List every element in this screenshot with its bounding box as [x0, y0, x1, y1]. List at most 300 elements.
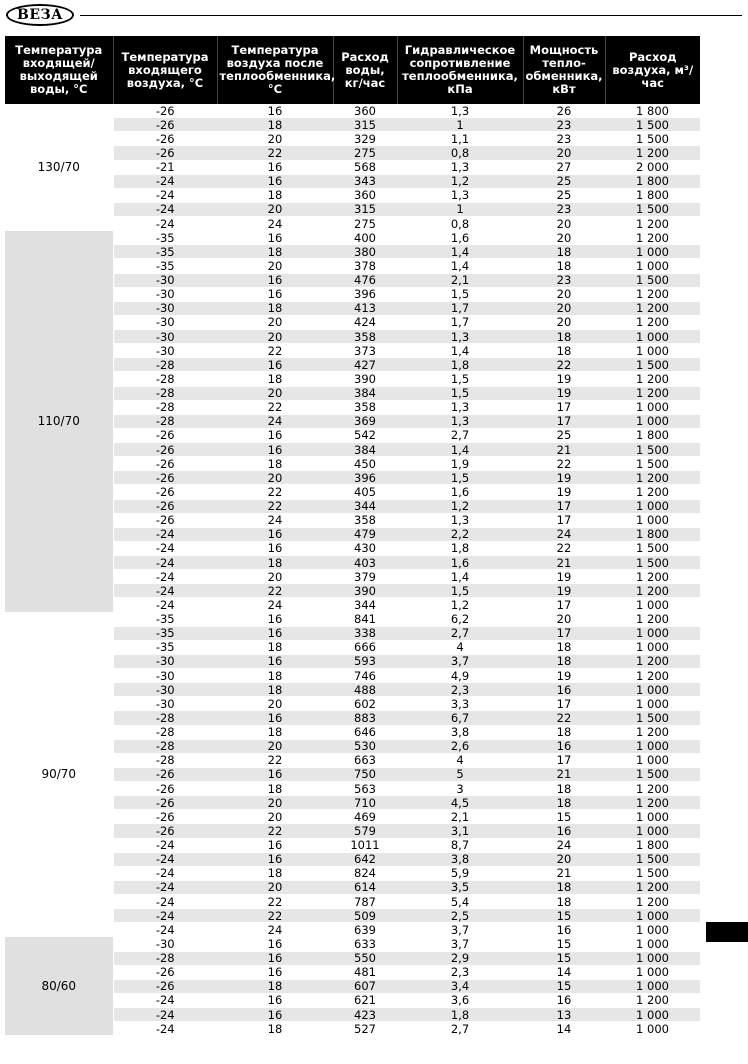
- cell-outlet-air-temp: 22: [217, 909, 333, 923]
- cell-hydraulic-resistance: 0,8: [397, 217, 523, 231]
- cell-inlet-air-temp: -26: [113, 796, 217, 810]
- cell-outlet-air-temp: 20: [217, 132, 333, 146]
- cell-heat-power: 21: [523, 443, 605, 457]
- cell-heat-power: 17: [523, 414, 605, 428]
- cell-water-flow: 488: [333, 683, 397, 697]
- cell-air-flow: 1 200: [605, 880, 700, 894]
- cell-heat-power: 22: [523, 457, 605, 471]
- cell-heat-power: 16: [523, 923, 605, 937]
- cell-heat-power: 17: [523, 697, 605, 711]
- cell-water-flow: 384: [333, 443, 397, 457]
- cell-water-flow: 841: [333, 612, 397, 626]
- cell-heat-power: 15: [523, 937, 605, 951]
- cell-heat-power: 22: [523, 541, 605, 555]
- cell-air-flow: 1 000: [605, 330, 700, 344]
- cell-water-flow: 400: [333, 231, 397, 245]
- col-header-water-temp: Температура входящей/ выходящей воды, °C: [5, 36, 113, 104]
- cell-hydraulic-resistance: 3,4: [397, 979, 523, 993]
- cell-water-flow: 378: [333, 259, 397, 273]
- cell-water-flow: 646: [333, 725, 397, 739]
- cell-heat-power: 21: [523, 866, 605, 880]
- cell-outlet-air-temp: 22: [217, 485, 333, 499]
- cell-inlet-air-temp: -24: [113, 923, 217, 937]
- cell-heat-power: 26: [523, 104, 605, 118]
- group-label-water-temp: 80/60: [5, 937, 113, 1036]
- cell-inlet-air-temp: -24: [113, 838, 217, 852]
- cell-heat-power: 21: [523, 556, 605, 570]
- cell-air-flow: 1 000: [605, 937, 700, 951]
- cell-hydraulic-resistance: 2,1: [397, 273, 523, 287]
- page-side-tab: [706, 922, 748, 942]
- cell-inlet-air-temp: -24: [113, 1008, 217, 1022]
- cell-inlet-air-temp: -28: [113, 753, 217, 767]
- cell-inlet-air-temp: -24: [113, 909, 217, 923]
- cell-heat-power: 25: [523, 174, 605, 188]
- cell-air-flow: 1 000: [605, 259, 700, 273]
- cell-outlet-air-temp: 22: [217, 824, 333, 838]
- cell-inlet-air-temp: -26: [113, 810, 217, 824]
- cell-hydraulic-resistance: 2,1: [397, 810, 523, 824]
- cell-hydraulic-resistance: 2,5: [397, 909, 523, 923]
- cell-outlet-air-temp: 16: [217, 654, 333, 668]
- cell-water-flow: 746: [333, 669, 397, 683]
- cell-outlet-air-temp: 16: [217, 428, 333, 442]
- cell-inlet-air-temp: -30: [113, 330, 217, 344]
- cell-outlet-air-temp: 18: [217, 372, 333, 386]
- cell-outlet-air-temp: 16: [217, 287, 333, 301]
- table-row: [5, 104, 700, 118]
- cell-inlet-air-temp: -26: [113, 118, 217, 132]
- cell-air-flow: 1 000: [605, 979, 700, 993]
- cell-water-flow: 338: [333, 626, 397, 640]
- cell-air-flow: 1 500: [605, 711, 700, 725]
- cell-water-flow: 469: [333, 810, 397, 824]
- cell-outlet-air-temp: 16: [217, 231, 333, 245]
- cell-water-flow: 329: [333, 132, 397, 146]
- group-label-water-temp: 110/70: [5, 231, 113, 612]
- cell-hydraulic-resistance: 4,9: [397, 669, 523, 683]
- cell-hydraulic-resistance: 1,6: [397, 556, 523, 570]
- cell-inlet-air-temp: -28: [113, 739, 217, 753]
- cell-inlet-air-temp: -26: [113, 782, 217, 796]
- cell-air-flow: 1 200: [605, 570, 700, 584]
- cell-outlet-air-temp: 18: [217, 979, 333, 993]
- cell-heat-power: 20: [523, 217, 605, 231]
- cell-water-flow: 824: [333, 866, 397, 880]
- cell-hydraulic-resistance: 1,7: [397, 301, 523, 315]
- cell-air-flow: 1 200: [605, 782, 700, 796]
- cell-air-flow: 1 500: [605, 556, 700, 570]
- cell-hydraulic-resistance: 1,5: [397, 386, 523, 400]
- cell-hydraulic-resistance: 1,8: [397, 1008, 523, 1022]
- cell-hydraulic-resistance: 8,7: [397, 838, 523, 852]
- cell-outlet-air-temp: 18: [217, 188, 333, 202]
- cell-water-flow: 315: [333, 118, 397, 132]
- cell-air-flow: 1 800: [605, 838, 700, 852]
- cell-outlet-air-temp: 22: [217, 344, 333, 358]
- cell-air-flow: 1 800: [605, 188, 700, 202]
- cell-hydraulic-resistance: 3,7: [397, 654, 523, 668]
- cell-inlet-air-temp: -24: [113, 217, 217, 231]
- cell-air-flow: 1 200: [605, 725, 700, 739]
- cell-inlet-air-temp: -24: [113, 895, 217, 909]
- table-header-row: [5, 36, 700, 104]
- cell-heat-power: 23: [523, 202, 605, 216]
- cell-outlet-air-temp: 24: [217, 414, 333, 428]
- cell-water-flow: 639: [333, 923, 397, 937]
- cell-outlet-air-temp: 20: [217, 386, 333, 400]
- cell-outlet-air-temp: 20: [217, 570, 333, 584]
- cell-air-flow: 1 000: [605, 739, 700, 753]
- cell-water-flow: 509: [333, 909, 397, 923]
- cell-water-flow: 373: [333, 344, 397, 358]
- cell-inlet-air-temp: -30: [113, 287, 217, 301]
- cell-water-flow: 621: [333, 993, 397, 1007]
- cell-hydraulic-resistance: 1,7: [397, 315, 523, 329]
- cell-outlet-air-temp: 16: [217, 443, 333, 457]
- cell-heat-power: 23: [523, 118, 605, 132]
- cell-water-flow: 542: [333, 428, 397, 442]
- cell-heat-power: 24: [523, 838, 605, 852]
- cell-hydraulic-resistance: 0,8: [397, 146, 523, 160]
- cell-water-flow: 396: [333, 471, 397, 485]
- cell-water-flow: 358: [333, 400, 397, 414]
- cell-inlet-air-temp: -26: [113, 457, 217, 471]
- cell-hydraulic-resistance: 5,9: [397, 866, 523, 880]
- cell-air-flow: 1 000: [605, 598, 700, 612]
- cell-water-flow: 403: [333, 556, 397, 570]
- cell-water-flow: 568: [333, 160, 397, 174]
- cell-air-flow: 1 000: [605, 909, 700, 923]
- cell-inlet-air-temp: -30: [113, 301, 217, 315]
- cell-inlet-air-temp: -26: [113, 965, 217, 979]
- cell-water-flow: 430: [333, 541, 397, 555]
- cell-inlet-air-temp: -28: [113, 711, 217, 725]
- cell-hydraulic-resistance: 1,5: [397, 471, 523, 485]
- cell-water-flow: 315: [333, 202, 397, 216]
- cell-heat-power: 19: [523, 669, 605, 683]
- table-body: [5, 104, 700, 1036]
- cell-outlet-air-temp: 20: [217, 796, 333, 810]
- cell-air-flow: 1 000: [605, 499, 700, 513]
- cell-heat-power: 19: [523, 584, 605, 598]
- cell-heat-power: 18: [523, 330, 605, 344]
- cell-air-flow: 1 000: [605, 245, 700, 259]
- col-header-outlet-air-temp: Температура воздуха после теплообменника, °C: [217, 36, 333, 104]
- cell-hydraulic-resistance: 3,5: [397, 880, 523, 894]
- cell-water-flow: 642: [333, 852, 397, 866]
- cell-air-flow: 1 200: [605, 231, 700, 245]
- cell-hydraulic-resistance: 4: [397, 753, 523, 767]
- cell-air-flow: 1 800: [605, 104, 700, 118]
- cell-outlet-air-temp: 16: [217, 852, 333, 866]
- cell-outlet-air-temp: 16: [217, 838, 333, 852]
- cell-inlet-air-temp: -30: [113, 654, 217, 668]
- cell-outlet-air-temp: 18: [217, 683, 333, 697]
- cell-air-flow: 1 000: [605, 344, 700, 358]
- cell-water-flow: 360: [333, 188, 397, 202]
- cell-air-flow: 1 500: [605, 767, 700, 781]
- cell-heat-power: 16: [523, 824, 605, 838]
- table-row: [5, 231, 700, 245]
- cell-inlet-air-temp: -35: [113, 640, 217, 654]
- cell-hydraulic-resistance: 1,9: [397, 457, 523, 471]
- cell-air-flow: 1 200: [605, 584, 700, 598]
- cell-water-flow: 710: [333, 796, 397, 810]
- cell-air-flow: 1 000: [605, 1022, 700, 1036]
- cell-outlet-air-temp: 16: [217, 527, 333, 541]
- cell-air-flow: 1 800: [605, 428, 700, 442]
- cell-outlet-air-temp: 22: [217, 400, 333, 414]
- cell-heat-power: 17: [523, 513, 605, 527]
- cell-water-flow: 390: [333, 372, 397, 386]
- cell-air-flow: 1 200: [605, 654, 700, 668]
- cell-inlet-air-temp: -24: [113, 202, 217, 216]
- cell-inlet-air-temp: -35: [113, 231, 217, 245]
- cell-heat-power: 13: [523, 1008, 605, 1022]
- cell-hydraulic-resistance: 2,2: [397, 527, 523, 541]
- cell-outlet-air-temp: 24: [217, 217, 333, 231]
- cell-air-flow: 1 200: [605, 471, 700, 485]
- cell-inlet-air-temp: -24: [113, 852, 217, 866]
- cell-water-flow: 607: [333, 979, 397, 993]
- cell-inlet-air-temp: -24: [113, 570, 217, 584]
- cell-outlet-air-temp: 20: [217, 471, 333, 485]
- header-rule: [80, 15, 742, 16]
- cell-inlet-air-temp: -28: [113, 951, 217, 965]
- cell-heat-power: 19: [523, 372, 605, 386]
- cell-inlet-air-temp: -35: [113, 245, 217, 259]
- col-header-water-flow: Расход воды, кг/час: [333, 36, 397, 104]
- col-header-inlet-air-temp: Температура входящего воздуха, °C: [113, 36, 217, 104]
- cell-water-flow: 663: [333, 753, 397, 767]
- cell-outlet-air-temp: 20: [217, 315, 333, 329]
- cell-outlet-air-temp: 18: [217, 725, 333, 739]
- cell-outlet-air-temp: 16: [217, 951, 333, 965]
- cell-air-flow: 1 200: [605, 669, 700, 683]
- cell-outlet-air-temp: 18: [217, 556, 333, 570]
- cell-inlet-air-temp: -28: [113, 725, 217, 739]
- cell-inlet-air-temp: -35: [113, 612, 217, 626]
- cell-hydraulic-resistance: 2,3: [397, 683, 523, 697]
- cell-water-flow: 579: [333, 824, 397, 838]
- cell-air-flow: 1 200: [605, 895, 700, 909]
- cell-heat-power: 19: [523, 386, 605, 400]
- cell-outlet-air-temp: 16: [217, 965, 333, 979]
- cell-heat-power: 19: [523, 570, 605, 584]
- cell-water-flow: 530: [333, 739, 397, 753]
- col-header-hydraulic-resistance: Гидравлическое сопротивление теплообменника, кПа: [397, 36, 523, 104]
- cell-heat-power: 16: [523, 739, 605, 753]
- cell-outlet-air-temp: 18: [217, 457, 333, 471]
- cell-water-flow: 883: [333, 711, 397, 725]
- cell-hydraulic-resistance: 2,3: [397, 965, 523, 979]
- cell-inlet-air-temp: -26: [113, 513, 217, 527]
- cell-hydraulic-resistance: 1,3: [397, 160, 523, 174]
- cell-outlet-air-temp: 16: [217, 358, 333, 372]
- cell-heat-power: 20: [523, 301, 605, 315]
- cell-air-flow: 1 000: [605, 824, 700, 838]
- cell-inlet-air-temp: -35: [113, 259, 217, 273]
- cell-hydraulic-resistance: 2,6: [397, 739, 523, 753]
- cell-heat-power: 15: [523, 909, 605, 923]
- cell-outlet-air-temp: 18: [217, 118, 333, 132]
- cell-outlet-air-temp: 18: [217, 301, 333, 315]
- cell-heat-power: 25: [523, 428, 605, 442]
- cell-water-flow: 275: [333, 217, 397, 231]
- cell-air-flow: 1 200: [605, 796, 700, 810]
- cell-inlet-air-temp: -24: [113, 993, 217, 1007]
- cell-air-flow: 1 500: [605, 273, 700, 287]
- cell-water-flow: 380: [333, 245, 397, 259]
- cell-air-flow: 1 000: [605, 810, 700, 824]
- cell-heat-power: 17: [523, 598, 605, 612]
- cell-water-flow: 602: [333, 697, 397, 711]
- cell-heat-power: 23: [523, 132, 605, 146]
- cell-heat-power: 18: [523, 796, 605, 810]
- cell-outlet-air-temp: 20: [217, 259, 333, 273]
- cell-inlet-air-temp: -26: [113, 471, 217, 485]
- cell-air-flow: 1 500: [605, 358, 700, 372]
- cell-hydraulic-resistance: 1,3: [397, 330, 523, 344]
- cell-outlet-air-temp: 22: [217, 499, 333, 513]
- cell-heat-power: 19: [523, 485, 605, 499]
- cell-outlet-air-temp: 24: [217, 598, 333, 612]
- cell-inlet-air-temp: -30: [113, 669, 217, 683]
- cell-outlet-air-temp: 18: [217, 782, 333, 796]
- cell-hydraulic-resistance: 2,9: [397, 951, 523, 965]
- group-label-water-temp: 90/70: [5, 612, 113, 937]
- cell-inlet-air-temp: -26: [113, 104, 217, 118]
- cell-air-flow: 1 800: [605, 527, 700, 541]
- cell-hydraulic-resistance: 1,3: [397, 400, 523, 414]
- page-header: [0, 0, 748, 34]
- cell-air-flow: 1 200: [605, 301, 700, 315]
- cell-hydraulic-resistance: 3,7: [397, 923, 523, 937]
- cell-heat-power: 20: [523, 852, 605, 866]
- cell-air-flow: 1 000: [605, 626, 700, 640]
- cell-hydraulic-resistance: 3: [397, 782, 523, 796]
- cell-heat-power: 20: [523, 231, 605, 245]
- cell-inlet-air-temp: -26: [113, 824, 217, 838]
- cell-hydraulic-resistance: 3,8: [397, 725, 523, 739]
- cell-inlet-air-temp: -30: [113, 683, 217, 697]
- cell-inlet-air-temp: -35: [113, 626, 217, 640]
- cell-hydraulic-resistance: 1: [397, 202, 523, 216]
- cell-inlet-air-temp: -24: [113, 880, 217, 894]
- cell-hydraulic-resistance: 1,8: [397, 541, 523, 555]
- cell-outlet-air-temp: 20: [217, 739, 333, 753]
- cell-water-flow: 424: [333, 315, 397, 329]
- cell-hydraulic-resistance: 1,6: [397, 485, 523, 499]
- cell-air-flow: 1 500: [605, 443, 700, 457]
- cell-air-flow: 1 200: [605, 217, 700, 231]
- cell-hydraulic-resistance: 6,2: [397, 612, 523, 626]
- cell-outlet-air-temp: 18: [217, 866, 333, 880]
- cell-hydraulic-resistance: 1,3: [397, 513, 523, 527]
- cell-water-flow: 423: [333, 1008, 397, 1022]
- cell-heat-power: 15: [523, 810, 605, 824]
- cell-hydraulic-resistance: 3,6: [397, 993, 523, 1007]
- cell-air-flow: 1 800: [605, 174, 700, 188]
- cell-hydraulic-resistance: 1,4: [397, 570, 523, 584]
- cell-air-flow: 1 500: [605, 132, 700, 146]
- cell-hydraulic-resistance: 1,6: [397, 231, 523, 245]
- cell-hydraulic-resistance: 3,8: [397, 852, 523, 866]
- cell-hydraulic-resistance: 6,7: [397, 711, 523, 725]
- cell-heat-power: 15: [523, 979, 605, 993]
- cell-inlet-air-temp: -24: [113, 1022, 217, 1036]
- cell-air-flow: 2 000: [605, 160, 700, 174]
- cell-outlet-air-temp: 18: [217, 245, 333, 259]
- cell-air-flow: 1 200: [605, 372, 700, 386]
- cell-outlet-air-temp: 18: [217, 640, 333, 654]
- cell-heat-power: 18: [523, 640, 605, 654]
- cell-inlet-air-temp: -28: [113, 358, 217, 372]
- cell-hydraulic-resistance: 3,1: [397, 824, 523, 838]
- cell-heat-power: 22: [523, 711, 605, 725]
- cell-heat-power: 18: [523, 344, 605, 358]
- cell-air-flow: 1 000: [605, 923, 700, 937]
- table-row: [5, 612, 700, 626]
- cell-hydraulic-resistance: 3,3: [397, 697, 523, 711]
- cell-inlet-air-temp: -26: [113, 132, 217, 146]
- cell-outlet-air-temp: 20: [217, 202, 333, 216]
- cell-heat-power: 18: [523, 880, 605, 894]
- cell-inlet-air-temp: -28: [113, 372, 217, 386]
- cell-outlet-air-temp: 20: [217, 880, 333, 894]
- cell-hydraulic-resistance: 1,4: [397, 259, 523, 273]
- cell-water-flow: 1011: [333, 838, 397, 852]
- cell-outlet-air-temp: 16: [217, 937, 333, 951]
- cell-inlet-air-temp: -30: [113, 937, 217, 951]
- cell-outlet-air-temp: 22: [217, 146, 333, 160]
- cell-outlet-air-temp: 16: [217, 711, 333, 725]
- cell-heat-power: 17: [523, 626, 605, 640]
- cell-heat-power: 19: [523, 471, 605, 485]
- cell-hydraulic-resistance: 1,1: [397, 132, 523, 146]
- cell-water-flow: 427: [333, 358, 397, 372]
- cell-heat-power: 18: [523, 895, 605, 909]
- cell-air-flow: 1 000: [605, 1008, 700, 1022]
- cell-heat-power: 14: [523, 965, 605, 979]
- cell-heat-power: 17: [523, 753, 605, 767]
- cell-water-flow: 666: [333, 640, 397, 654]
- cell-air-flow: 1 000: [605, 414, 700, 428]
- cell-hydraulic-resistance: 1,2: [397, 499, 523, 513]
- cell-air-flow: 1 200: [605, 485, 700, 499]
- brand-logo: ВЕЗА: [6, 4, 74, 26]
- cell-inlet-air-temp: -24: [113, 584, 217, 598]
- cell-hydraulic-resistance: 5: [397, 767, 523, 781]
- cell-heat-power: 18: [523, 245, 605, 259]
- cell-hydraulic-resistance: 1,5: [397, 584, 523, 598]
- cell-inlet-air-temp: -24: [113, 556, 217, 570]
- cell-heat-power: 27: [523, 160, 605, 174]
- cell-heat-power: 25: [523, 188, 605, 202]
- group-label-water-temp: 130/70: [5, 104, 113, 231]
- cell-heat-power: 23: [523, 273, 605, 287]
- cell-water-flow: 787: [333, 895, 397, 909]
- cell-air-flow: 1 000: [605, 400, 700, 414]
- cell-air-flow: 1 000: [605, 640, 700, 654]
- cell-inlet-air-temp: -30: [113, 344, 217, 358]
- cell-air-flow: 1 200: [605, 993, 700, 1007]
- cell-inlet-air-temp: -24: [113, 541, 217, 555]
- cell-heat-power: 24: [523, 527, 605, 541]
- cell-water-flow: 396: [333, 287, 397, 301]
- cell-hydraulic-resistance: 1,4: [397, 443, 523, 457]
